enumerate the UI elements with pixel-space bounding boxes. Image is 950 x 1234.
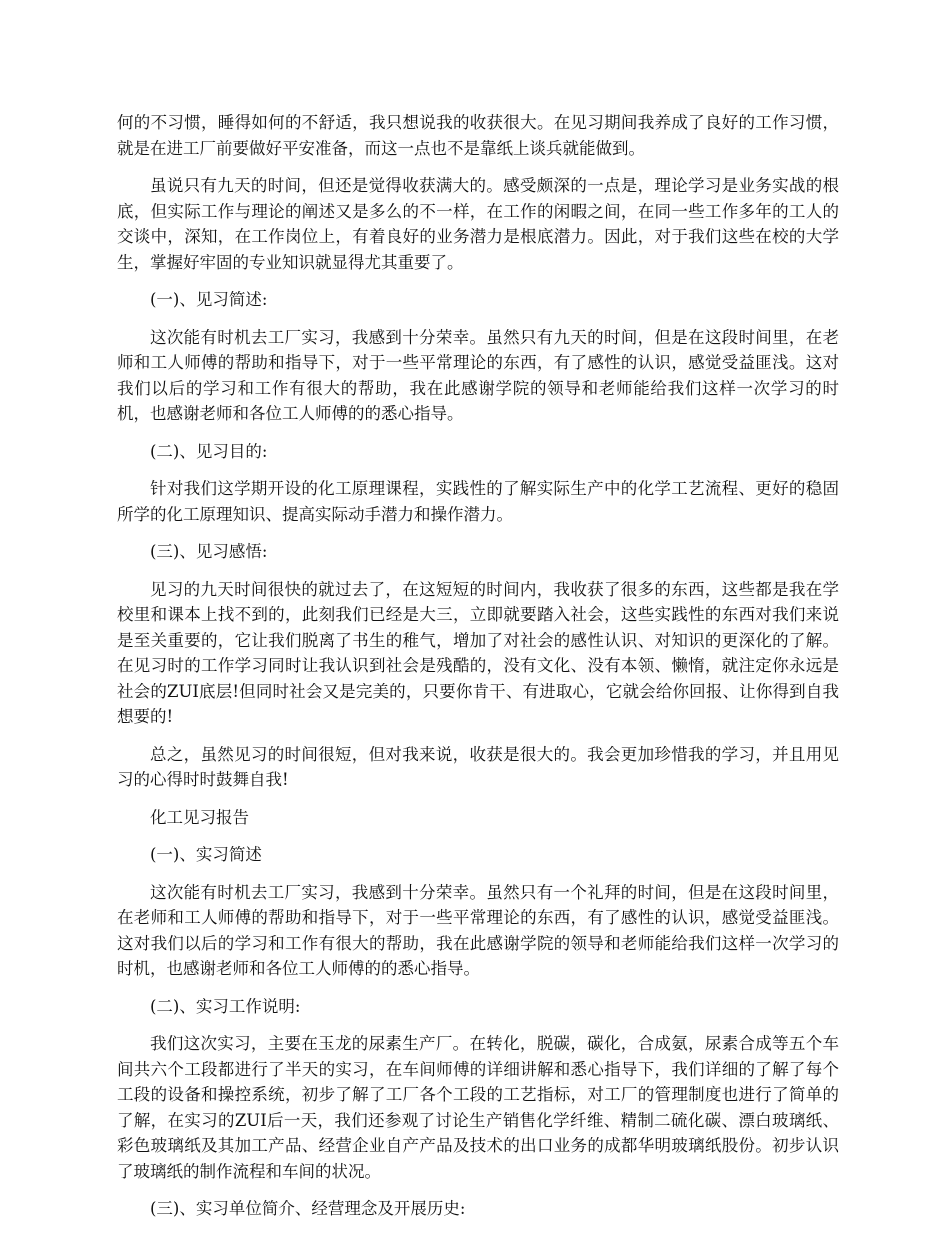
heading-reflection: (三)、见习感悟: <box>150 542 268 561</box>
document-page <box>117 110 839 1234</box>
heading-purpose: (二)、见习目的: <box>150 441 268 461</box>
paragraph-overview: 这次能有时机去工厂实习，我感到十分荣幸。虽然只有九天的时间，但是在这段时间里，在老师和工人师傅的帮助和指导下，对于一些平常理论的东西，有了感性的认识，感觉受益匪浅。这对我们以后的学习和工作有很大的帮助，我在此感谢学院的领导和老师能给我们这样一次学习的时机，也感谢老师和各位工人师傅的的悉心指导。 <box>117 327 839 423</box>
paragraph-conclusion: 总之，虽然见习的时间很短，但对我来说，收获是很大的。我会更加珍惜我的学习，并且用见习的心得时时鼓舞自我! <box>117 744 839 789</box>
heading-company-intro: (三)、实习单位简介、经营理念及开展历史: <box>150 1199 466 1218</box>
paragraph-reflection: 见习的九天时间很快的就过去了，在这短短的时间内，我收获了很多的东西，这些都是我在学校里和课本上找不到的，此刻我们已经是大三，立即就要踏入社会，这些实践性的东西对我们来说是至关重要的，它让我们脱离了书生的稚气，增加了对社会的感性认识、对知识的更深化的了解。在见习时的工作学习同时让我认识到社会是残酷的，没有文化、没有本领、懒惰，就注定你永远是社会的ZUI底层!但同时社会又是完美的，只要你肯干、有进取心，它就会给你回报、让你得到自我想要的! <box>117 579 839 726</box>
heading-overview: (一)、见习简述: <box>150 290 268 309</box>
paragraph-purpose: 针对我们这学期开设的化工原理课程，实践性的了解实际生产中的化学工艺流程、更好的稳固所学的化工原理知识、提高实际动手潜力和操作潜力。 <box>117 479 839 524</box>
paragraph-work-description: 我们这次实习，主要在玉龙的尿素生产厂。在转化，脱碳，碳化，合成氨，尿素合成等五个车间共六个工段都进行了半天的实习，在车间师傅的详细讲解和悉心指导下，我们详细的了解了每个工段的设备和操控系统，初步了解了工厂各个工段的工艺指标，对工厂的管理制度也进行了简单的了解，在实习的ZUI后一天，我们还参观了讨论生产销售化学纤维、精制二硫化碳、漂白玻璃纸、彩色玻璃纸及其加工产品、经营企业自产产品及技术的出口业务的成都华明玻璃纸股份。初步认识了玻璃纸的制作流程和车间的状况。 <box>117 1034 839 1181</box>
report-title: 化工见习报告 <box>150 807 249 827</box>
heading-internship-overview: (一)、实习简述 <box>150 845 262 864</box>
heading-work-description: (二)、实习工作说明: <box>150 996 301 1016</box>
paragraph-continuation: 何的不习惯，睡得如何的不舒适，我只想说我的收获很大。在见习期间我养成了良好的工作习惯，就是在进工厂前要做好平安准备，而这一点也不是靠纸上谈兵就能做到。 <box>117 113 839 158</box>
paragraph-internship-overview: 这次能有时机去工厂实习，我感到十分荣幸。虽然只有一个礼拜的时间，但是在这段时间里，在老师和工人师傅的帮助和指导下，对于一些平常理论的东西，有了感性的认识，感觉受益匪浅。这对我们以后的学习和工作有很大的帮助，我在此感谢学院的领导和老师能给我们这样一次学习的时机，也感谢老师和各位工人师傅的的悉心指导。 <box>117 882 839 978</box>
paragraph-harvest: 虽说只有九天的时间，但还是觉得收获满大的。感受颇深的一点是，理论学习是业务实战的根底，但实际工作与理论的阐述又是多么的不一样，在工作的闲暇之间，在同一些工作多年的工人的交谈中，深知，在工作岗位上，有着良好的业务潜力是根底潜力。因此，对于我们这些在校的大学生，掌握好牢固的专业知识就显得尤其重要了。 <box>117 176 839 272</box>
